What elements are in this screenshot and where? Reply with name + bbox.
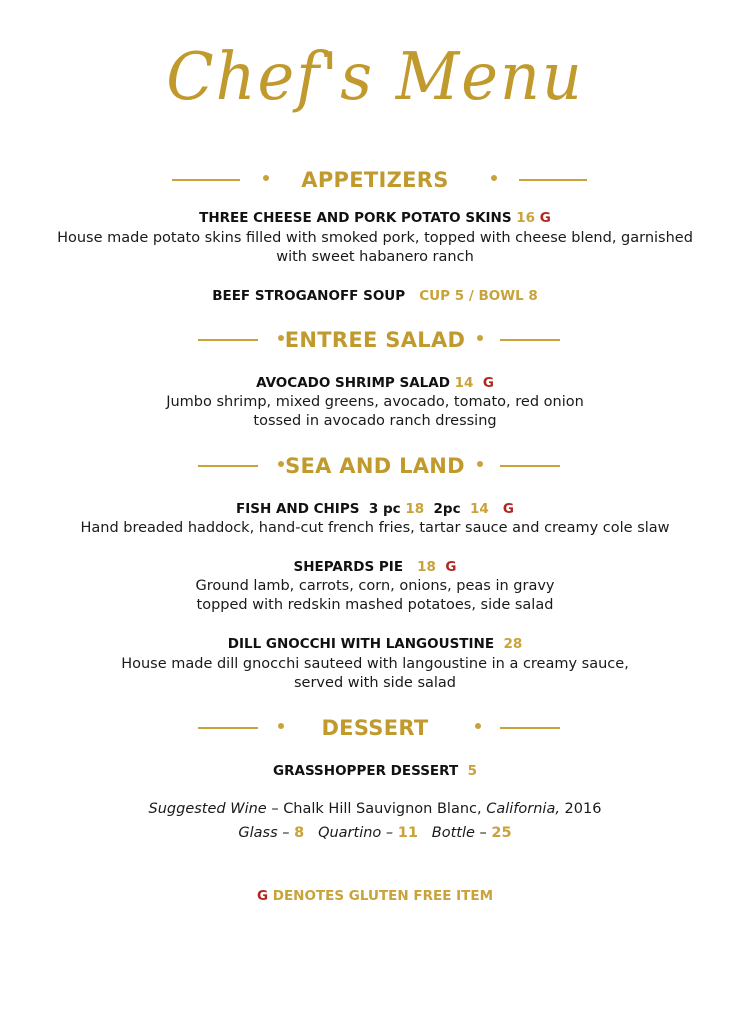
- item-title-dill-gnocchi: [0, 635, 750, 653]
- wine-suggestion: [0, 800, 750, 819]
- section-header-appetizers: [0, 165, 750, 195]
- wine-glass-label: Glass –: [238, 825, 290, 841]
- item-price: 18: [405, 501, 425, 517]
- gluten-free-note-text: DENOTES GLUTEN FREE ITEM: [272, 888, 494, 904]
- item-description: topped with redskin mashed potatoes, side salad: [196, 597, 554, 613]
- item-title-fish-and-chips: [0, 500, 750, 518]
- wine-quartino-price: 11: [397, 825, 418, 841]
- wine-year: 2016: [564, 801, 602, 817]
- section-title-dessert: DESSERT: [321, 716, 429, 740]
- item-price: 14: [470, 501, 489, 517]
- gluten-free-badge: G: [445, 559, 457, 575]
- divider-line: [500, 339, 560, 341]
- section-header-dessert: [0, 713, 750, 743]
- item-title-grasshopper-dessert: [0, 762, 750, 780]
- item-description: House made dill gnocchi sauteed with langoustine in a creamy sauce,: [121, 656, 629, 672]
- gluten-free-badge: G: [482, 375, 494, 391]
- item-price: 5: [467, 763, 477, 779]
- wine-region: California,: [486, 801, 560, 817]
- divider-line: [500, 465, 560, 467]
- section-title-entree-salad: ENTREE SALAD: [284, 328, 466, 352]
- divider-dot: [491, 175, 497, 181]
- item-title-shepards-pie: [0, 558, 750, 576]
- item-price: 16: [516, 210, 536, 226]
- gluten-free-badge: G: [539, 210, 551, 226]
- item-name: SHEPARDS PIE: [293, 559, 404, 575]
- item-price: 18: [417, 559, 436, 575]
- item-description: Hand breaded haddock, hand-cut french fries, tartar sauce and creamy cole slaw: [80, 520, 670, 536]
- wine-quartino-label: Quartino –: [318, 825, 394, 841]
- item-price: 28: [503, 636, 523, 652]
- item-description: with sweet habanero ranch: [276, 249, 474, 265]
- gluten-free-symbol: G: [256, 888, 269, 904]
- item-price: CUP 5 / BOWL 8: [419, 288, 538, 304]
- section-title-sea-and-land: SEA AND LAND: [285, 454, 465, 478]
- item-name: GRASSHOPPER DESSERT: [273, 763, 459, 779]
- item-description: tossed in avocado ranch dressing: [253, 413, 497, 429]
- wine-label: Suggested Wine: [148, 801, 267, 817]
- gluten-free-badge: G: [502, 501, 514, 517]
- gluten-free-note: [0, 888, 750, 904]
- divider-line: [519, 179, 587, 181]
- item-name: THREE CHEESE AND PORK POTATO SKINS: [199, 210, 512, 226]
- item-name: BEEF STROGANOFF SOUP: [212, 288, 406, 304]
- item-name: DILL GNOCCHI WITH LANGOUSTINE: [227, 636, 495, 652]
- item-price: 14: [454, 375, 474, 391]
- divider-dot: [477, 335, 483, 341]
- item-description: Jumbo shrimp, mixed greens, avocado, tomato, red onion: [166, 394, 584, 410]
- divider-dot: [475, 723, 481, 729]
- wine-dash: –: [271, 801, 279, 817]
- divider-dot: [477, 461, 483, 467]
- wine-glass-price: 8: [294, 825, 305, 841]
- section-title-appetizers: APPETIZERS: [301, 168, 449, 192]
- item-name: AVOCADO SHRIMP SALAD: [256, 375, 450, 391]
- menu-title: Chef's Menu: [166, 38, 584, 115]
- wine-bottle-label: Bottle –: [431, 825, 487, 841]
- section-header-sea-and-land: [0, 451, 750, 481]
- item-title-stroganoff-soup: [0, 287, 750, 305]
- wine-prices: [0, 824, 750, 843]
- item-title-avocado-shrimp-salad: [0, 374, 750, 392]
- item-name: FISH AND CHIPS: [235, 501, 360, 517]
- wine-name: Chalk Hill Sauvignon Blanc,: [283, 801, 482, 817]
- item-title-potato-skins: [0, 209, 750, 227]
- divider-line: [500, 727, 560, 729]
- item-option: 3 pc: [368, 501, 401, 517]
- wine-bottle-price: 25: [491, 825, 512, 841]
- item-description: House made potato skins filled with smoked pork, topped with cheese blend, garnished: [57, 230, 693, 246]
- section-header-entree-salad: [0, 325, 750, 355]
- item-option: 2pc: [433, 501, 461, 517]
- item-description: Ground lamb, carrots, corn, onions, peas in gravy: [195, 578, 555, 594]
- item-description: served with side salad: [294, 675, 456, 691]
